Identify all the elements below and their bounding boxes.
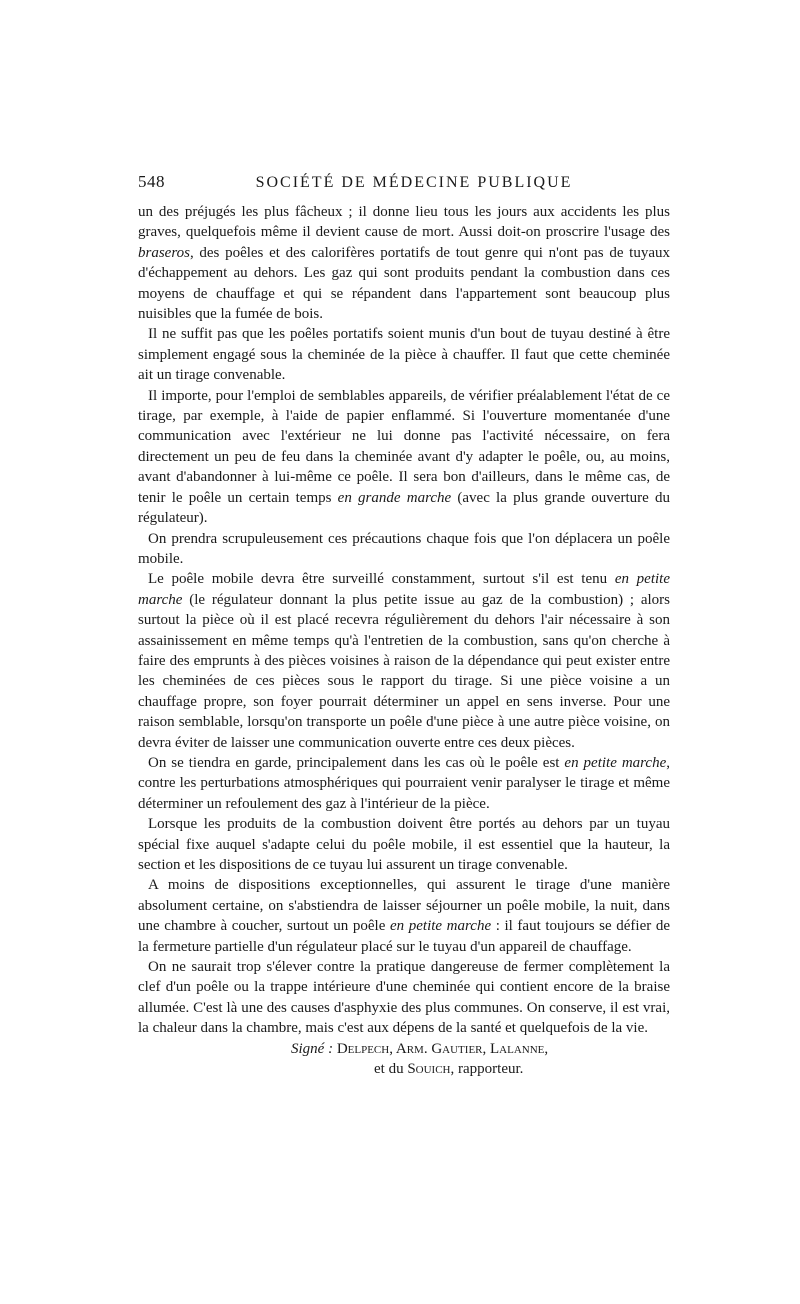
paragraph: Il importe, pour l'emploi de semblables appareils, de vérifier préalablement l'état de ce tirage, par exemple, à l'aide de papier enflammé. Si l'ouverture momentanée d'une communication avec l'extérieur ne lui donne pas l'activité nécessaire, on fera directement un peu de feu dans la cheminée avant d'y adapter le poêle, ou, au moins, avant d'abandonner à lui-même ce poêle. Il sera bon d'ailleurs, dans le même cas, de tenir le poêle un certain temps en grande marche (avec la plus grande ouverture du régulateur). (138, 387, 670, 527)
paragraph: On se tiendra en garde, principalement dans les cas où le poêle est en petite marche, contre les perturbations atmosphériques qui pourraient venir paralyser le tirage et même déterminer un refoulement des gaz à l'intérieur de la pièce. (138, 754, 670, 812)
document-page (138, 172, 670, 1079)
signature-line-2: et du Souich, rapporteur. (374, 1061, 524, 1078)
paragraph: On ne saurait trop s'élever contre la pratique dangereuse de fermer complètement la clef d'un poêle ou la trappe intérieure d'une cheminée qui contient encore de la braise allumée. C'est là une des causes d'asphyxie des plus communes. On conserve, il est vrai, la chaleur dans la chambre, mais c'est aux dépens de la santé et quelquefois de la vie. (138, 959, 670, 1037)
paragraph: un des préjugés les plus fâcheux ; il donne lieu tous les jours aux accidents les plus graves, quelquefois même il devient cause de mort. Aussi doit-on proscrire l'usage des braseros, des poêles et des calorifères portatifs de tout genre qui n'ont pas de tuyaux d'échappement au dehors. Les gaz qui sont produits pendant la combustion dans ces moyens de chauffage et qui se répandent dans l'appartement sont beaucoup plus nuisibles que la fumée de bois. (138, 204, 670, 323)
paragraph: Il ne suffit pas que les poêles portatifs soient munis d'un bout de tuyau destiné à être simplement engagé sous la cheminée de la pièce à chauffer. Il faut que cette cheminée ait un tirage convenable. (138, 326, 670, 384)
page-number: 548 (138, 172, 165, 191)
paragraph: On prendra scrupuleusement ces précautions chaque fois que l'on déplacera un poêle mobile. (138, 530, 670, 567)
signature-line-1 (138, 1039, 670, 1059)
page-header (138, 172, 670, 202)
paragraph: Le poêle mobile devra être surveillé constamment, surtout s'il est tenu en petite marche (le régulateur donnant la plus petite issue au gaz de la combustion) ; alors surtout la pièce où il est placé recevra régulièrement du dehors l'air nécessaire à son assainissement en même temps qu'à l'entretien de la combustion, sans qu'on cherche à faire des emprunts à des pièces voisines à raison de la dépendance qui peut exister entre les cheminées de ces pièces sous le rapport du tirage. Si une pièce voisine a un chauffage propre, son foyer pourrait déterminer un appel en sens inverse. Pour une raison semblable, lorsqu'on transporte un poêle d'une pièce à une autre pièce voisine, on devra éviter de laisser une communication ouverte entre ces deux pièces. (138, 571, 670, 751)
signatories: Delpech, Arm. Gautier, Lalanne, (336, 1040, 549, 1057)
paragraph: A moins de dispositions exceptionnelles, qui assurent le tirage d'une manière absolument certaine, on s'abstiendra de laisser séjourner un poêle mobile, la nuit, dans une chambre à coucher, surtout un poêle en petite marche : il faut toujours se défier de la fermeture partielle d'un régulateur placé sur le tuyau d'un appareil de chauffage. (138, 877, 670, 955)
running-title: SOCIÉTÉ DE MÉDECINE PUBLIQUE (255, 174, 573, 191)
signed-label: Signé : (291, 1040, 334, 1057)
rapporteur-name: Souich (407, 1061, 451, 1078)
paragraph: Lorsque les produits de la combustion doivent être portés au dehors par un tuyau spécial fixe auquel s'adapte celui du poêle mobile, il est essentiel que la hauteur, la section et les dispositions de ce tuyau lui assurent un tirage convenable. (138, 816, 670, 873)
body-text (138, 202, 670, 1039)
signature-block (138, 1039, 670, 1080)
